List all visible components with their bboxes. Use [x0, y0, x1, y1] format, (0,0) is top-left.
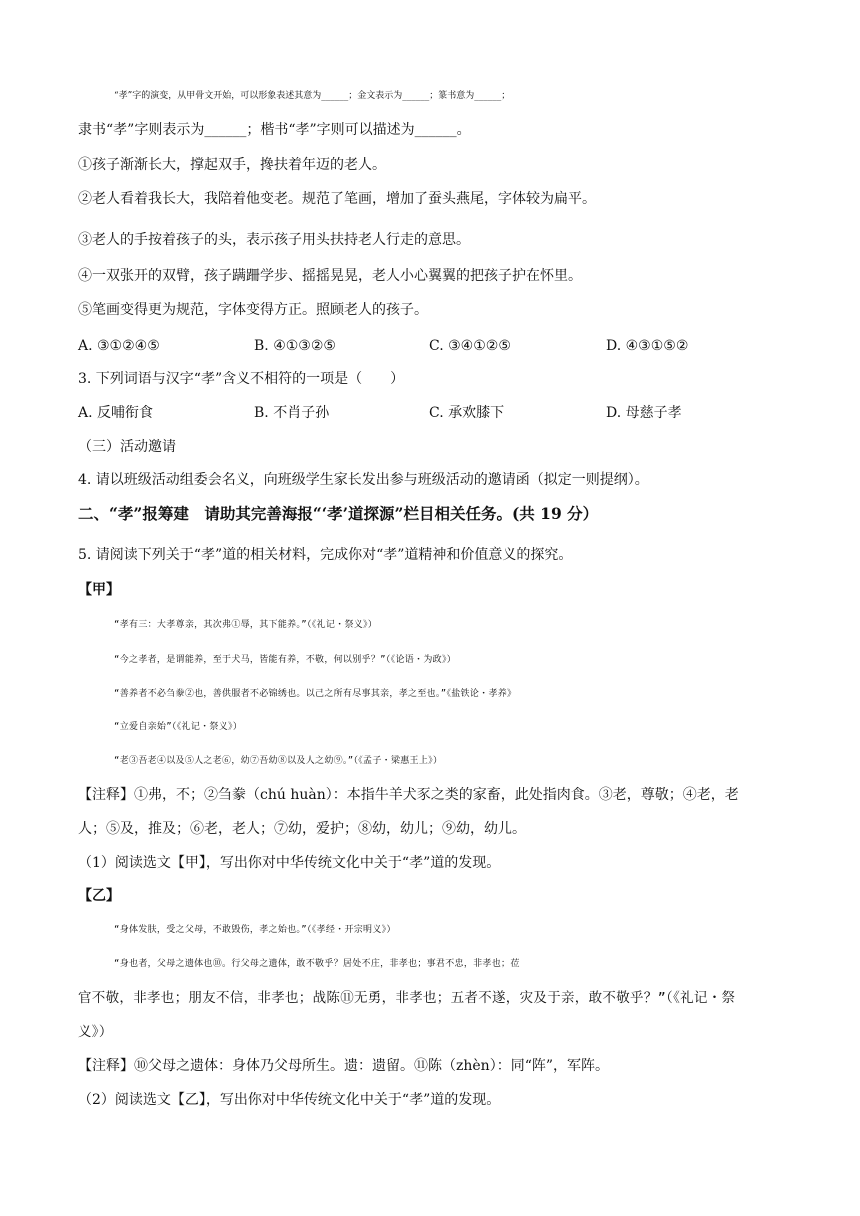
part2-title: 二、“孝”报筹建 请助其完善海报“‘孝’道探源”栏目相关任务。(共 19 分） [78, 504, 599, 523]
q2-option-a[interactable]: A. ③①②④⑤ [78, 338, 160, 354]
q2-item-4: ④一双张开的双臂，孩子蹒跚学步、摇摇晃晃，老人小心翼翼的把孩子护在怀里。 [78, 268, 582, 284]
q5-stem: 5. 请阅读下列关于“孝”道的相关材料，完成你对“孝”道精神和价值意义的探究。 [78, 547, 573, 563]
yi-quote-2-line3: 义》） [78, 1024, 113, 1040]
yi-note: 【注释】⑩父母之遗体：身体乃父母所生。遗：遗留。⑪陈（zhèn）：同“阵”，军阵。 [78, 1058, 610, 1074]
jia-label: 【甲】 [78, 582, 120, 598]
q4-stem: 4. 请以班级活动组委会名义，向班级学生家长发出参与班级活动的邀请函（拟定一则提纲）。 [78, 472, 649, 488]
jia-quote-4: “立爱自亲始”（《礼记・祭义》） [114, 722, 243, 732]
jia-note-line2: 人；⑤及，推及；⑥老，老人；⑦幼，爱护；⑧幼，幼儿；⑨幼，幼儿。 [78, 821, 526, 837]
q2-item-2: ②老人看着我长大，我陪着他变老。规范了笔画，增加了蚕头燕尾，字体较为扁平。 [78, 191, 596, 207]
yi-quote-2-line2: 官不敬，非孝也；朋友不信，非孝也；战陈⑪无勇，非孝也；五者不遂，灾及于亲，敢不敬乎？”（《礼记・祭 [78, 990, 736, 1006]
q3-option-d[interactable]: D. 母慈子孝 [606, 405, 682, 421]
jia-quote-5: “老③吾老④以及⑤人之老⑥，幼⑦吾幼⑧以及人之幼⑨。”（《孟子・梁惠王上》） [114, 756, 443, 766]
q2-stem-line2: 隶书“孝”字则表示为______；楷书“孝”字则可以描述为______。 [78, 122, 471, 138]
q3-option-a[interactable]: A. 反哺衔食 [78, 405, 154, 421]
q2-item-1: ①孩子渐渐长大，撑起双手，搀扶着年迈的老人。 [78, 157, 386, 173]
jia-quote-1: “孝有三：大孝尊亲，其次弗①辱，其下能养。”（《礼记・祭义》） [114, 620, 378, 630]
q3-stem: 3. 下列词语与汉字“孝”含义不相符的一项是（ ） [78, 371, 405, 387]
jia-quote-3: “善养者不必刍豢②也，善供服者不必锦绣也。以己之所有尽事其亲，孝之至也。”《盐铁论・孝养》 [114, 689, 517, 699]
q2-option-d[interactable]: D. ④③①⑤② [606, 338, 689, 354]
section3-title: （三）活动邀请 [78, 439, 176, 455]
q2-item-3: ③老人的手按着孩子的头，表示孩子用头扶持老人行走的意思。 [78, 232, 470, 248]
yi-label: 【乙】 [78, 888, 120, 904]
q2-item-5: ⑤笔画变得更为规范，字体变得方正。照顾老人的孩子。 [78, 302, 428, 318]
q2-option-c[interactable]: C. ③④①②⑤ [429, 338, 511, 354]
q2-option-b[interactable]: B. ④①③②⑤ [254, 338, 336, 354]
q3-option-b[interactable]: B. 不肖子孙 [254, 405, 330, 421]
sub-question-1: （1）阅读选文【甲】，写出你对中华传统文化中关于“孝”道的发现。 [78, 855, 501, 871]
jia-quote-2: “今之孝者，是谓能养，至于犬马，皆能有养，不敬，何以别乎？”（《论语・为政》） [114, 655, 457, 665]
yi-quote-1: “身体发肤，受之父母，不敢毁伤，孝之始也。”（《孝经・开宗明义》） [114, 925, 396, 935]
jia-note-line1: 【注释】①弗，不；②刍豢（chú huàn）：本指牛羊犬豕之类的家畜，此处指肉食。③老，尊敬；④老，老 [78, 787, 739, 803]
q3-option-c[interactable]: C. 承欢膝下 [429, 405, 505, 421]
yi-quote-2-line1: “身也者，父母之遗体也⑩。行父母之遗体，敢不敬乎？居处不庄，非孝也；事君不忠，非孝也；莅 [114, 959, 520, 969]
sub-question-2: （2）阅读选文【乙】，写出你对中华传统文化中关于“孝”道的发现。 [78, 1092, 501, 1108]
q2-stem-line1: “孝”字的演变，从甲骨文开始，可以形象表述其意为______；金文表示为______；篆书意为______； [114, 91, 511, 101]
